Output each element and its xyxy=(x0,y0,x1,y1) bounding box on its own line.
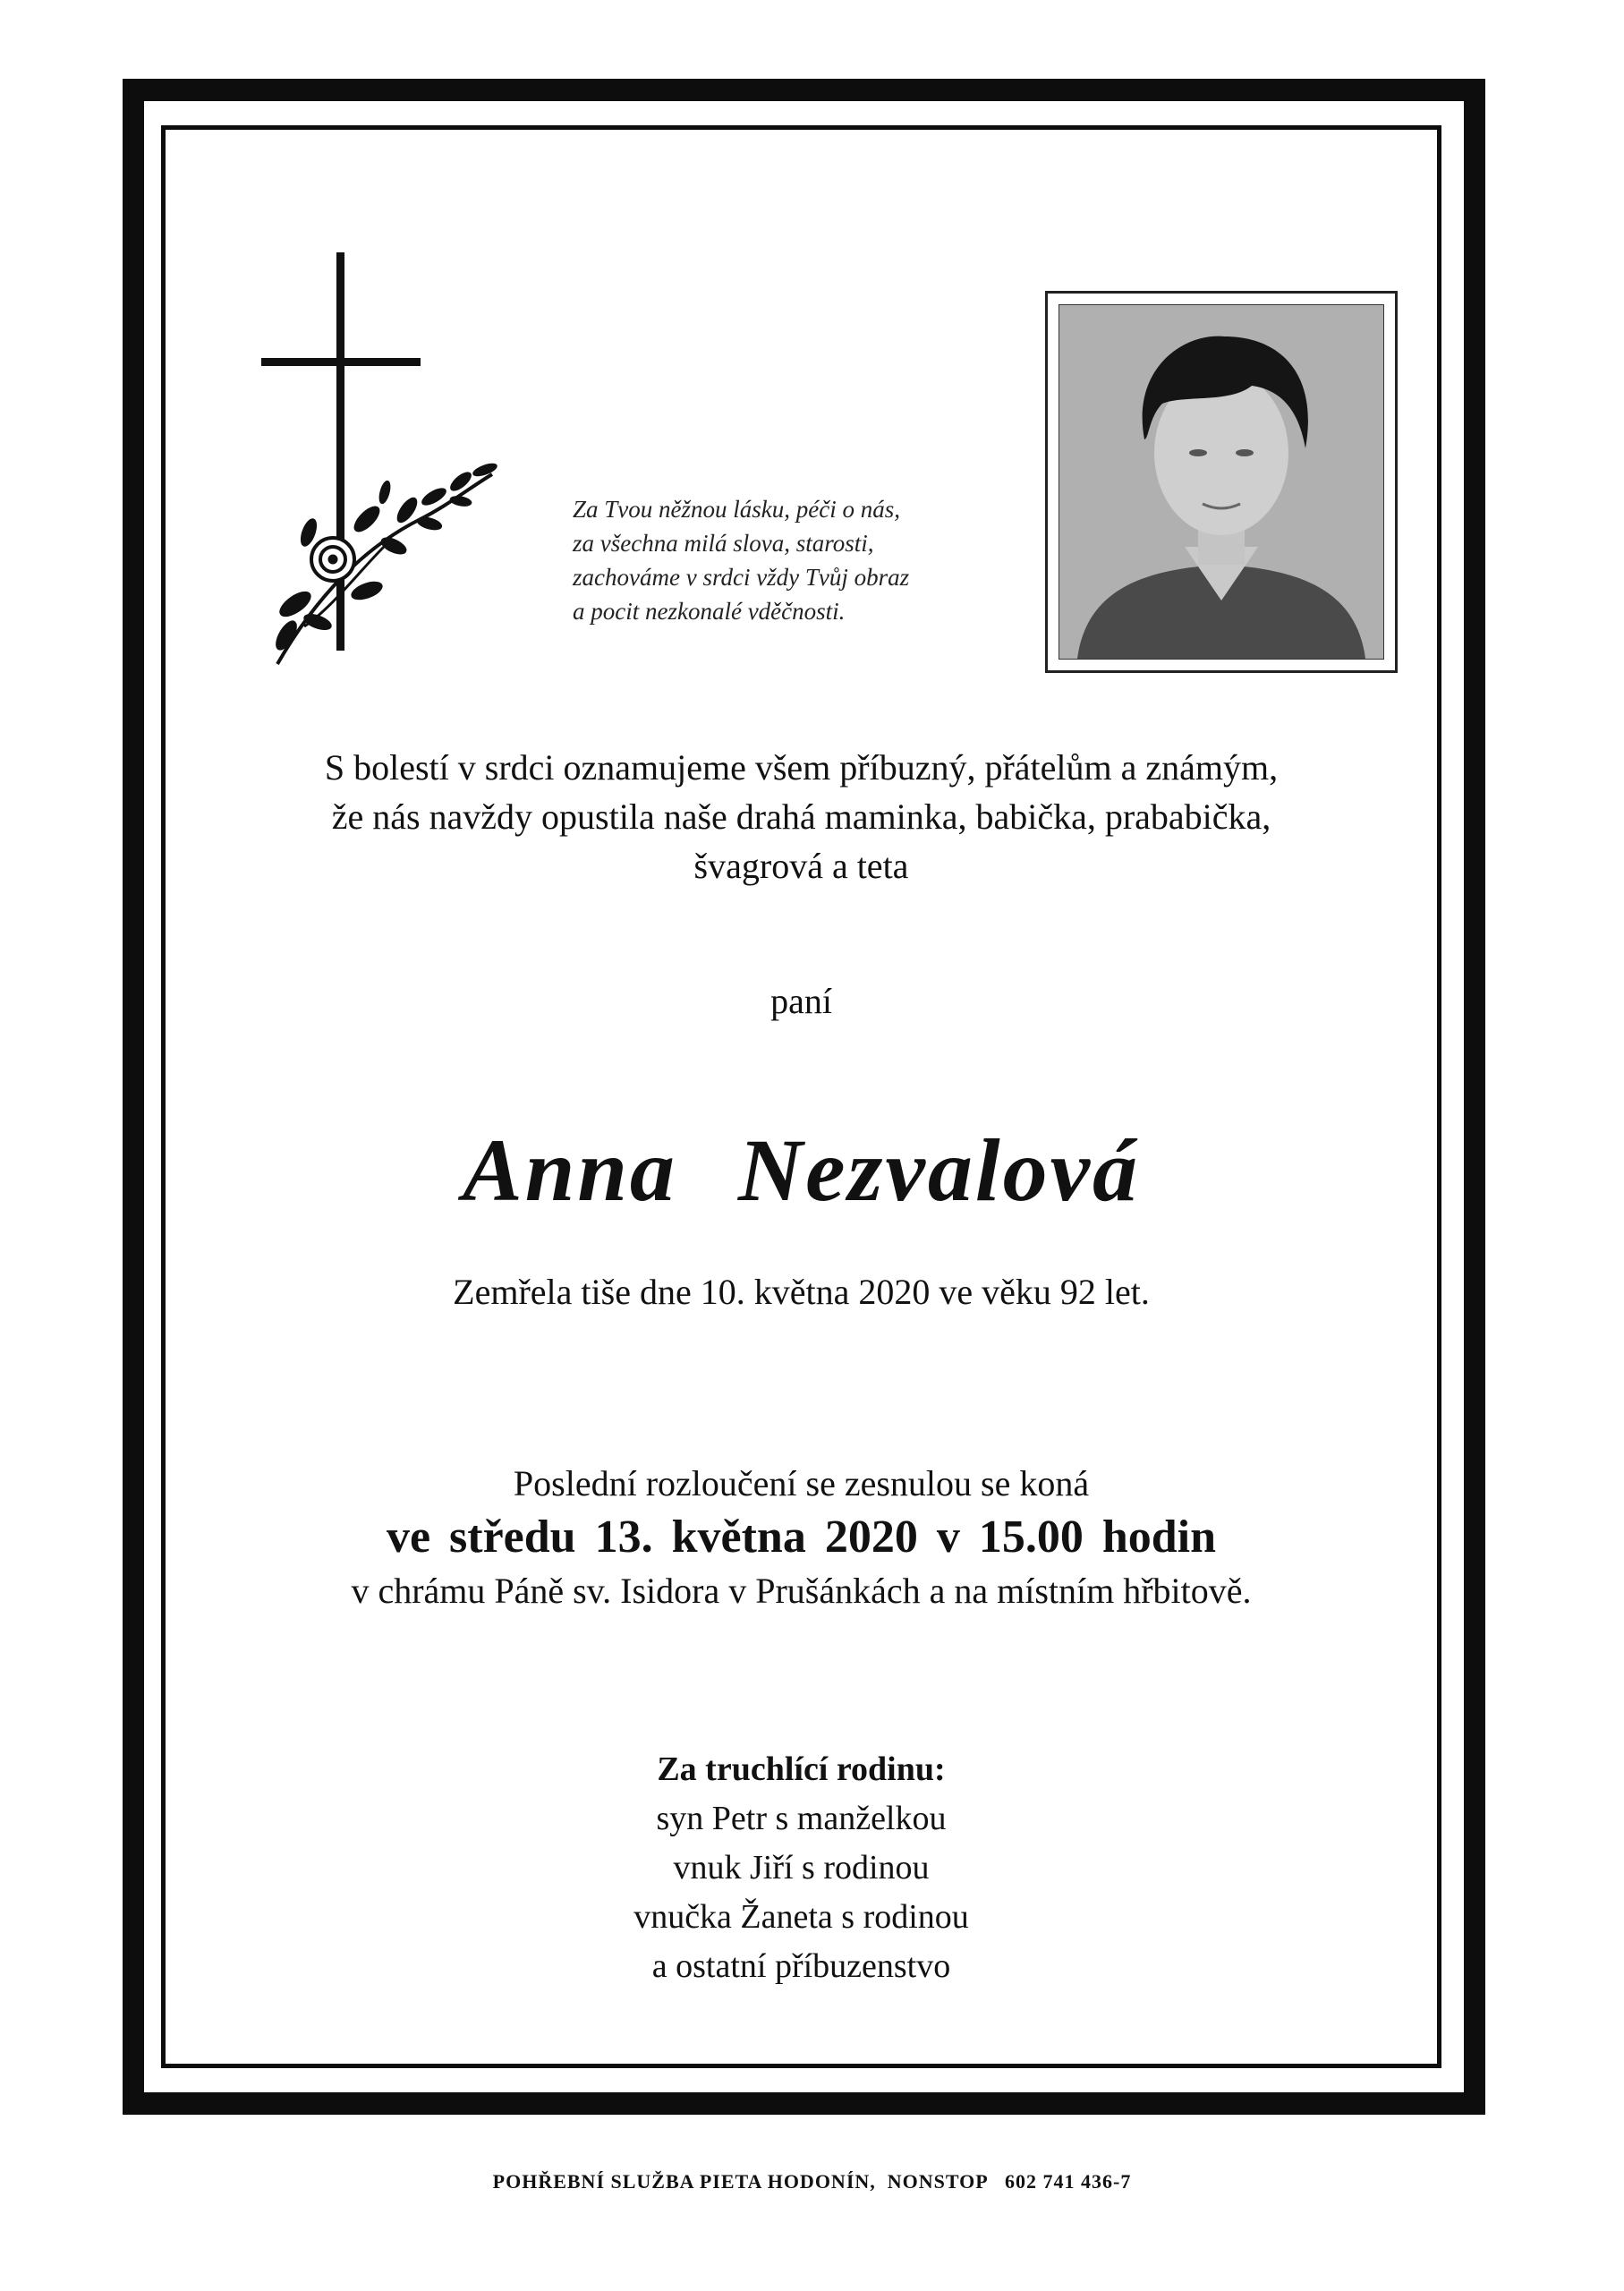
portrait-illustration xyxy=(1059,305,1383,659)
portrait-frame xyxy=(1045,291,1398,673)
family-signature xyxy=(161,1745,1441,1991)
poem-line: zachováme v srdci vždy Tvůj obraz xyxy=(573,564,910,591)
announcement-line: že nás navždy opustila naše drahá maminka, babička, prababička, xyxy=(331,796,1271,837)
cross-icon xyxy=(261,252,421,651)
farewell-place: v chrámu Páně sv. Isidora v Prušánkách a na místním hřbitově. xyxy=(351,1571,1252,1611)
family-heading: Za truchlící rodinu: xyxy=(657,1750,946,1788)
announcement-text xyxy=(161,743,1441,890)
family-member: vnuk Jiří s rodinou xyxy=(673,1849,930,1886)
announcement-line: S bolestí v srdci oznamujeme všem příbuzný, přátelům a známým, xyxy=(324,747,1279,788)
cross-emblem xyxy=(251,251,510,671)
salutation: paní xyxy=(770,981,832,1021)
family-member: a ostatní příbuzenstvo xyxy=(651,1947,951,1985)
farewell-datetime: ve středu 13. května 2020 v 15.00 hodin xyxy=(386,1512,1217,1563)
portrait-photo xyxy=(1059,304,1384,660)
poem-line: Za Tvou něžnou lásku, péči o nás, xyxy=(573,496,900,523)
farewell-intro: Poslední rozloučení se zesnulou se koná xyxy=(513,1463,1090,1503)
rose-branch-icon xyxy=(272,462,498,664)
family-member: vnučka Žaneta s rodinou xyxy=(633,1898,969,1936)
funeral-service-footer: POHŘEBNÍ SLUŽBA PIETA HODONÍN, NONSTOP 602 741 436-7 xyxy=(492,2170,1132,2193)
memorial-poem xyxy=(573,492,993,628)
poem-line: a pocit nezkonalé vděčnosti. xyxy=(573,598,846,625)
death-notice: Zemřela tiše dne 10. května 2020 ve věku 92 let. xyxy=(453,1272,1150,1312)
deceased-name: Anna Nezvalová xyxy=(463,1120,1140,1220)
family-member: syn Petr s manželkou xyxy=(656,1800,947,1837)
poem-line: za všechna milá slova, starosti, xyxy=(573,530,874,557)
announcement-line: švagrová a teta xyxy=(693,846,909,886)
farewell-info xyxy=(161,1457,1441,1618)
